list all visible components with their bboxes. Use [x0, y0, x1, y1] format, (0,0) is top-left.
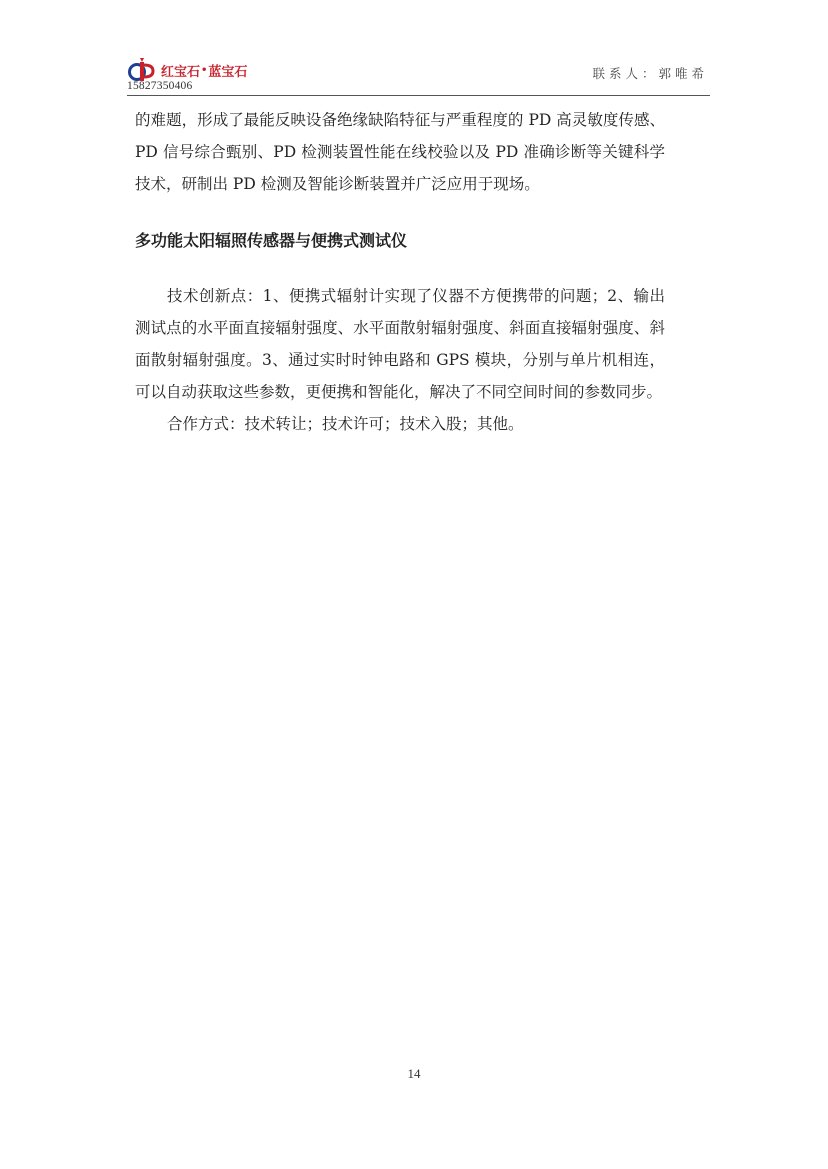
contact-person: 联系人：郭唯希 — [592, 66, 708, 81]
section-title: 多功能太阳辐照传感器与便携式测试仪 — [135, 231, 408, 250]
logo-separator: • — [201, 64, 208, 76]
innovation-paragraph: 技术创新点：1、便携式辐射计实现了仪器不方便携带的问题；2、输出测试点的水平面直接辐射强度、水平面散射辐射强度、斜面直接辐射强度、斜面散射辐射强度。3、通过实时时钟电路和 GPS 模块，分别与单片机相连，可以自动获取这些参数，更便携和智能化，解决了不同空间时间的参数同步。 — [135, 287, 665, 401]
page-number: 14 — [407, 1066, 421, 1081]
intro-paragraph: 的难题，形成了最能反映设备绝缘缺陷特征与严重程度的 PD 高灵敏度传感、PD 信号综合甄别、PD 检测装置性能在线校验以及 PD 准确诊断等关键科学技术，研制出 PD 检测及智能诊断装置并广泛应用于现场。 — [135, 111, 665, 193]
logo-text-sapphire: 蓝宝石 — [208, 64, 248, 80]
page-content — [135, 104, 665, 440]
phone-number: 15827350406 — [127, 80, 193, 92]
logo-wordmark — [161, 61, 247, 80]
header-divider — [127, 95, 710, 96]
section-body — [135, 280, 665, 440]
cooperation-paragraph: 合作方式：技术转让；技术许可；技术入股；其他。 — [167, 415, 524, 433]
logo-text-ruby: 红宝石 — [161, 64, 201, 80]
page-header — [127, 52, 710, 96]
